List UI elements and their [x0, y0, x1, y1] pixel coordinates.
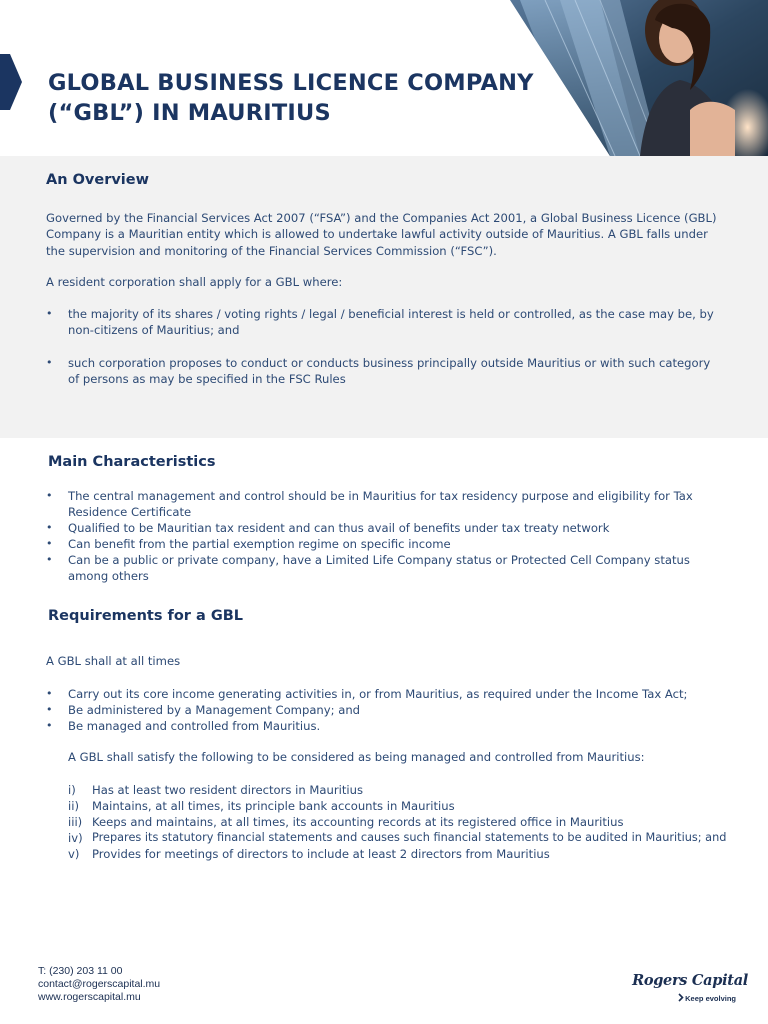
overview-paragraph-line: the supervision and monitoring of the Financial Services Commission (“FSC”).: [46, 243, 497, 258]
page-title: [48, 68, 548, 128]
footer-contact: [38, 965, 160, 1004]
list-item-line: the majority of its shares / voting rights / legal / beneficial interest is held or controlled, as the case may be, by: [68, 307, 714, 321]
chevron-right-icon: [678, 993, 684, 1002]
list-item-number: ii): [68, 799, 79, 813]
list-item-text: Maintains, at all times, its principle bank accounts in Mauritius: [92, 799, 455, 813]
list-item: [46, 686, 746, 703]
requirements-sub-intro: A GBL shall satisfy the following to be considered as being managed and controlled from Mauritius:: [68, 750, 645, 764]
list-item-line: Can be a public or private company, have a Limited Life Company status or Protected Cell Company status: [68, 553, 690, 567]
list-item-text: Qualified to be Mauritian tax resident and can thus avail of benefits under tax treaty network: [68, 521, 610, 535]
list-item: [46, 488, 746, 522]
list-item: [68, 846, 748, 863]
list-item-text: Be administered by a Management Company; and: [68, 703, 361, 717]
overview-section: [0, 156, 768, 438]
requirements-intro: A GBL shall at all times: [46, 654, 181, 668]
bullet-icon: •: [46, 687, 53, 700]
list-item: [46, 718, 746, 735]
footer-phone: T: (230) 203 11 00: [38, 965, 123, 977]
overview-paragraph-line: Governed by the Financial Services Act 2007 (“FSA”) and the Companies Act 2001, a Global Business Licence (GBL): [46, 211, 717, 225]
requirements-heading: Requirements for a GBL: [48, 608, 244, 624]
list-item-number: iii): [68, 815, 83, 829]
bullet-icon: •: [46, 719, 53, 732]
list-item: [46, 552, 746, 586]
list-item: [68, 782, 748, 799]
list-item-text: Prepares its statutory financial statements and causes such financial statements to be audited in Mauritius; and: [92, 831, 727, 844]
list-item-text: [68, 552, 690, 585]
overview-paragraph-line: Company is a Mauritian entity which is allowed to undertake lawful activity outside of Mauritius. A GBL falls under: [46, 227, 708, 242]
list-item-text: Can benefit from the partial exemption regime on specific income: [68, 537, 451, 551]
rogers-capital-logo: [628, 972, 748, 1008]
list-item-text: Provides for meetings of directors to include at least 2 directors from Mauritius: [92, 847, 550, 861]
overview-intro: A resident corporation shall apply for a GBL where:: [46, 275, 343, 289]
list-item-number: iv): [68, 831, 83, 845]
footer-email[interactable]: contact@rogerscapital.mu: [38, 978, 161, 990]
bullet-icon: •: [46, 307, 53, 320]
list-item: [68, 830, 748, 847]
bullet-icon: •: [46, 703, 53, 716]
title-line-2: (“GBL”) IN MAURITIUS: [48, 100, 331, 126]
list-item: [46, 702, 746, 719]
list-item-text: [68, 306, 714, 339]
list-item-text: Keeps and maintains, at all times, its accounting records at its registered office in Mauritius: [92, 815, 624, 829]
list-item-number: v): [68, 847, 80, 861]
logo-tagline: Keep evolving: [685, 994, 736, 1003]
list-item-text: Has at least two resident directors in Mauritius: [92, 783, 363, 797]
chevron-right-icon: [0, 0, 24, 156]
bullet-icon: •: [46, 537, 53, 550]
list-item: [46, 520, 746, 537]
list-item: [68, 814, 748, 831]
title-line-1: GLOBAL BUSINESS LICENCE COMPANY: [48, 70, 534, 96]
list-item-text: [68, 488, 693, 521]
list-item-text: [68, 355, 710, 388]
list-item-text: Be managed and controlled from Mauritius.: [68, 719, 321, 733]
bullet-icon: •: [46, 489, 53, 502]
bullet-icon: •: [46, 521, 53, 534]
bullet-icon: •: [46, 356, 53, 369]
characteristics-heading: Main Characteristics: [48, 454, 216, 470]
page-header: [0, 0, 768, 156]
list-item: [46, 536, 746, 553]
overview-heading: An Overview: [46, 172, 150, 188]
bullet-icon: •: [46, 553, 53, 566]
list-item-line: such corporation proposes to conduct or conducts business principally outside Mauritius or with such category: [68, 356, 711, 370]
logo-brand-name: Rogers Capital: [632, 972, 748, 989]
list-item-text: Carry out its core income generating activities in, or from Mauritius, as required under the Income Tax Act;: [68, 687, 688, 701]
list-item: [68, 798, 748, 815]
list-item-line: among others: [68, 569, 149, 584]
list-item-line: Residence Certificate: [68, 505, 192, 520]
footer-website[interactable]: www.rogerscapital.mu: [38, 991, 141, 1003]
list-item-line: The central management and control should be in Mauritius for tax residency purpose and eligibility for Tax: [68, 489, 693, 503]
list-item: [46, 306, 746, 340]
overview-paragraph: [46, 210, 716, 259]
list-item: [46, 355, 746, 389]
list-item-line: of persons as may be specified in the FSC Rules: [68, 372, 346, 387]
list-item-line: non-citizens of Mauritius; and: [68, 323, 240, 338]
list-item-number: i): [68, 783, 76, 797]
